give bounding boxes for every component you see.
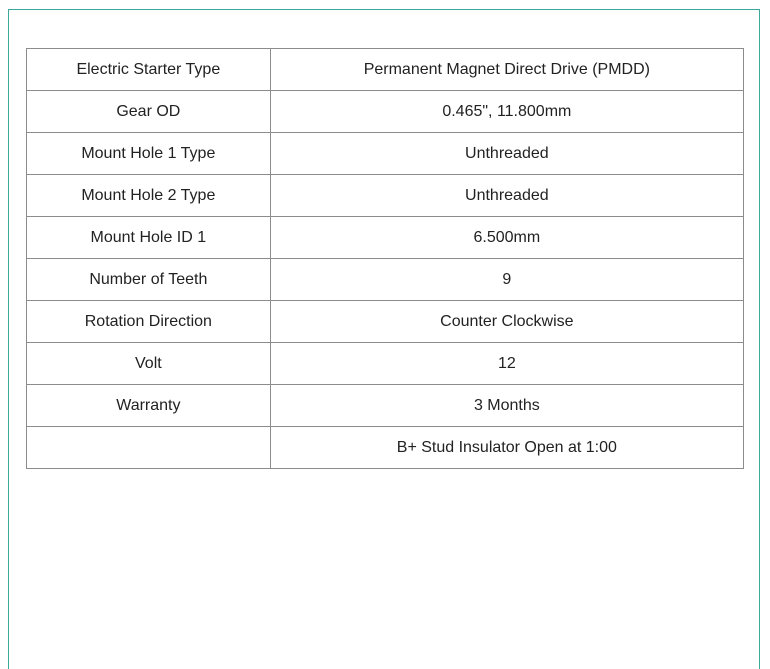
spec-value: Permanent Magnet Direct Drive (PMDD) xyxy=(270,49,743,91)
spec-value: 12 xyxy=(270,343,743,385)
table-row xyxy=(27,343,744,385)
spec-value: Counter Clockwise xyxy=(270,301,743,343)
spec-value: 6.500mm xyxy=(270,217,743,259)
spec-value: Unthreaded xyxy=(270,133,743,175)
spec-value: 9 xyxy=(270,259,743,301)
spec-label: Gear OD xyxy=(27,91,271,133)
table-row xyxy=(27,259,744,301)
spec-label: Volt xyxy=(27,343,271,385)
spec-label: Number of Teeth xyxy=(27,259,271,301)
spec-label: Mount Hole 2 Type xyxy=(27,175,271,217)
spec-label xyxy=(27,427,271,469)
table-row xyxy=(27,217,744,259)
table-row xyxy=(27,427,744,469)
spec-value: B+ Stud Insulator Open at 1:00 xyxy=(270,427,743,469)
table-row xyxy=(27,175,744,217)
spec-value: 0.465", 11.800mm xyxy=(270,91,743,133)
table-row xyxy=(27,91,744,133)
table-row xyxy=(27,301,744,343)
spec-value: Unthreaded xyxy=(270,175,743,217)
table-row xyxy=(27,385,744,427)
spec-value: 3 Months xyxy=(270,385,743,427)
spec-label: Electric Starter Type xyxy=(27,49,271,91)
spec-label: Mount Hole 1 Type xyxy=(27,133,271,175)
table-row xyxy=(27,133,744,175)
specifications-table xyxy=(26,48,744,469)
spec-label: Mount Hole ID 1 xyxy=(27,217,271,259)
spec-label: Warranty xyxy=(27,385,271,427)
table-row xyxy=(27,49,744,91)
spec-label: Rotation Direction xyxy=(27,301,271,343)
specs-panel xyxy=(8,9,760,669)
